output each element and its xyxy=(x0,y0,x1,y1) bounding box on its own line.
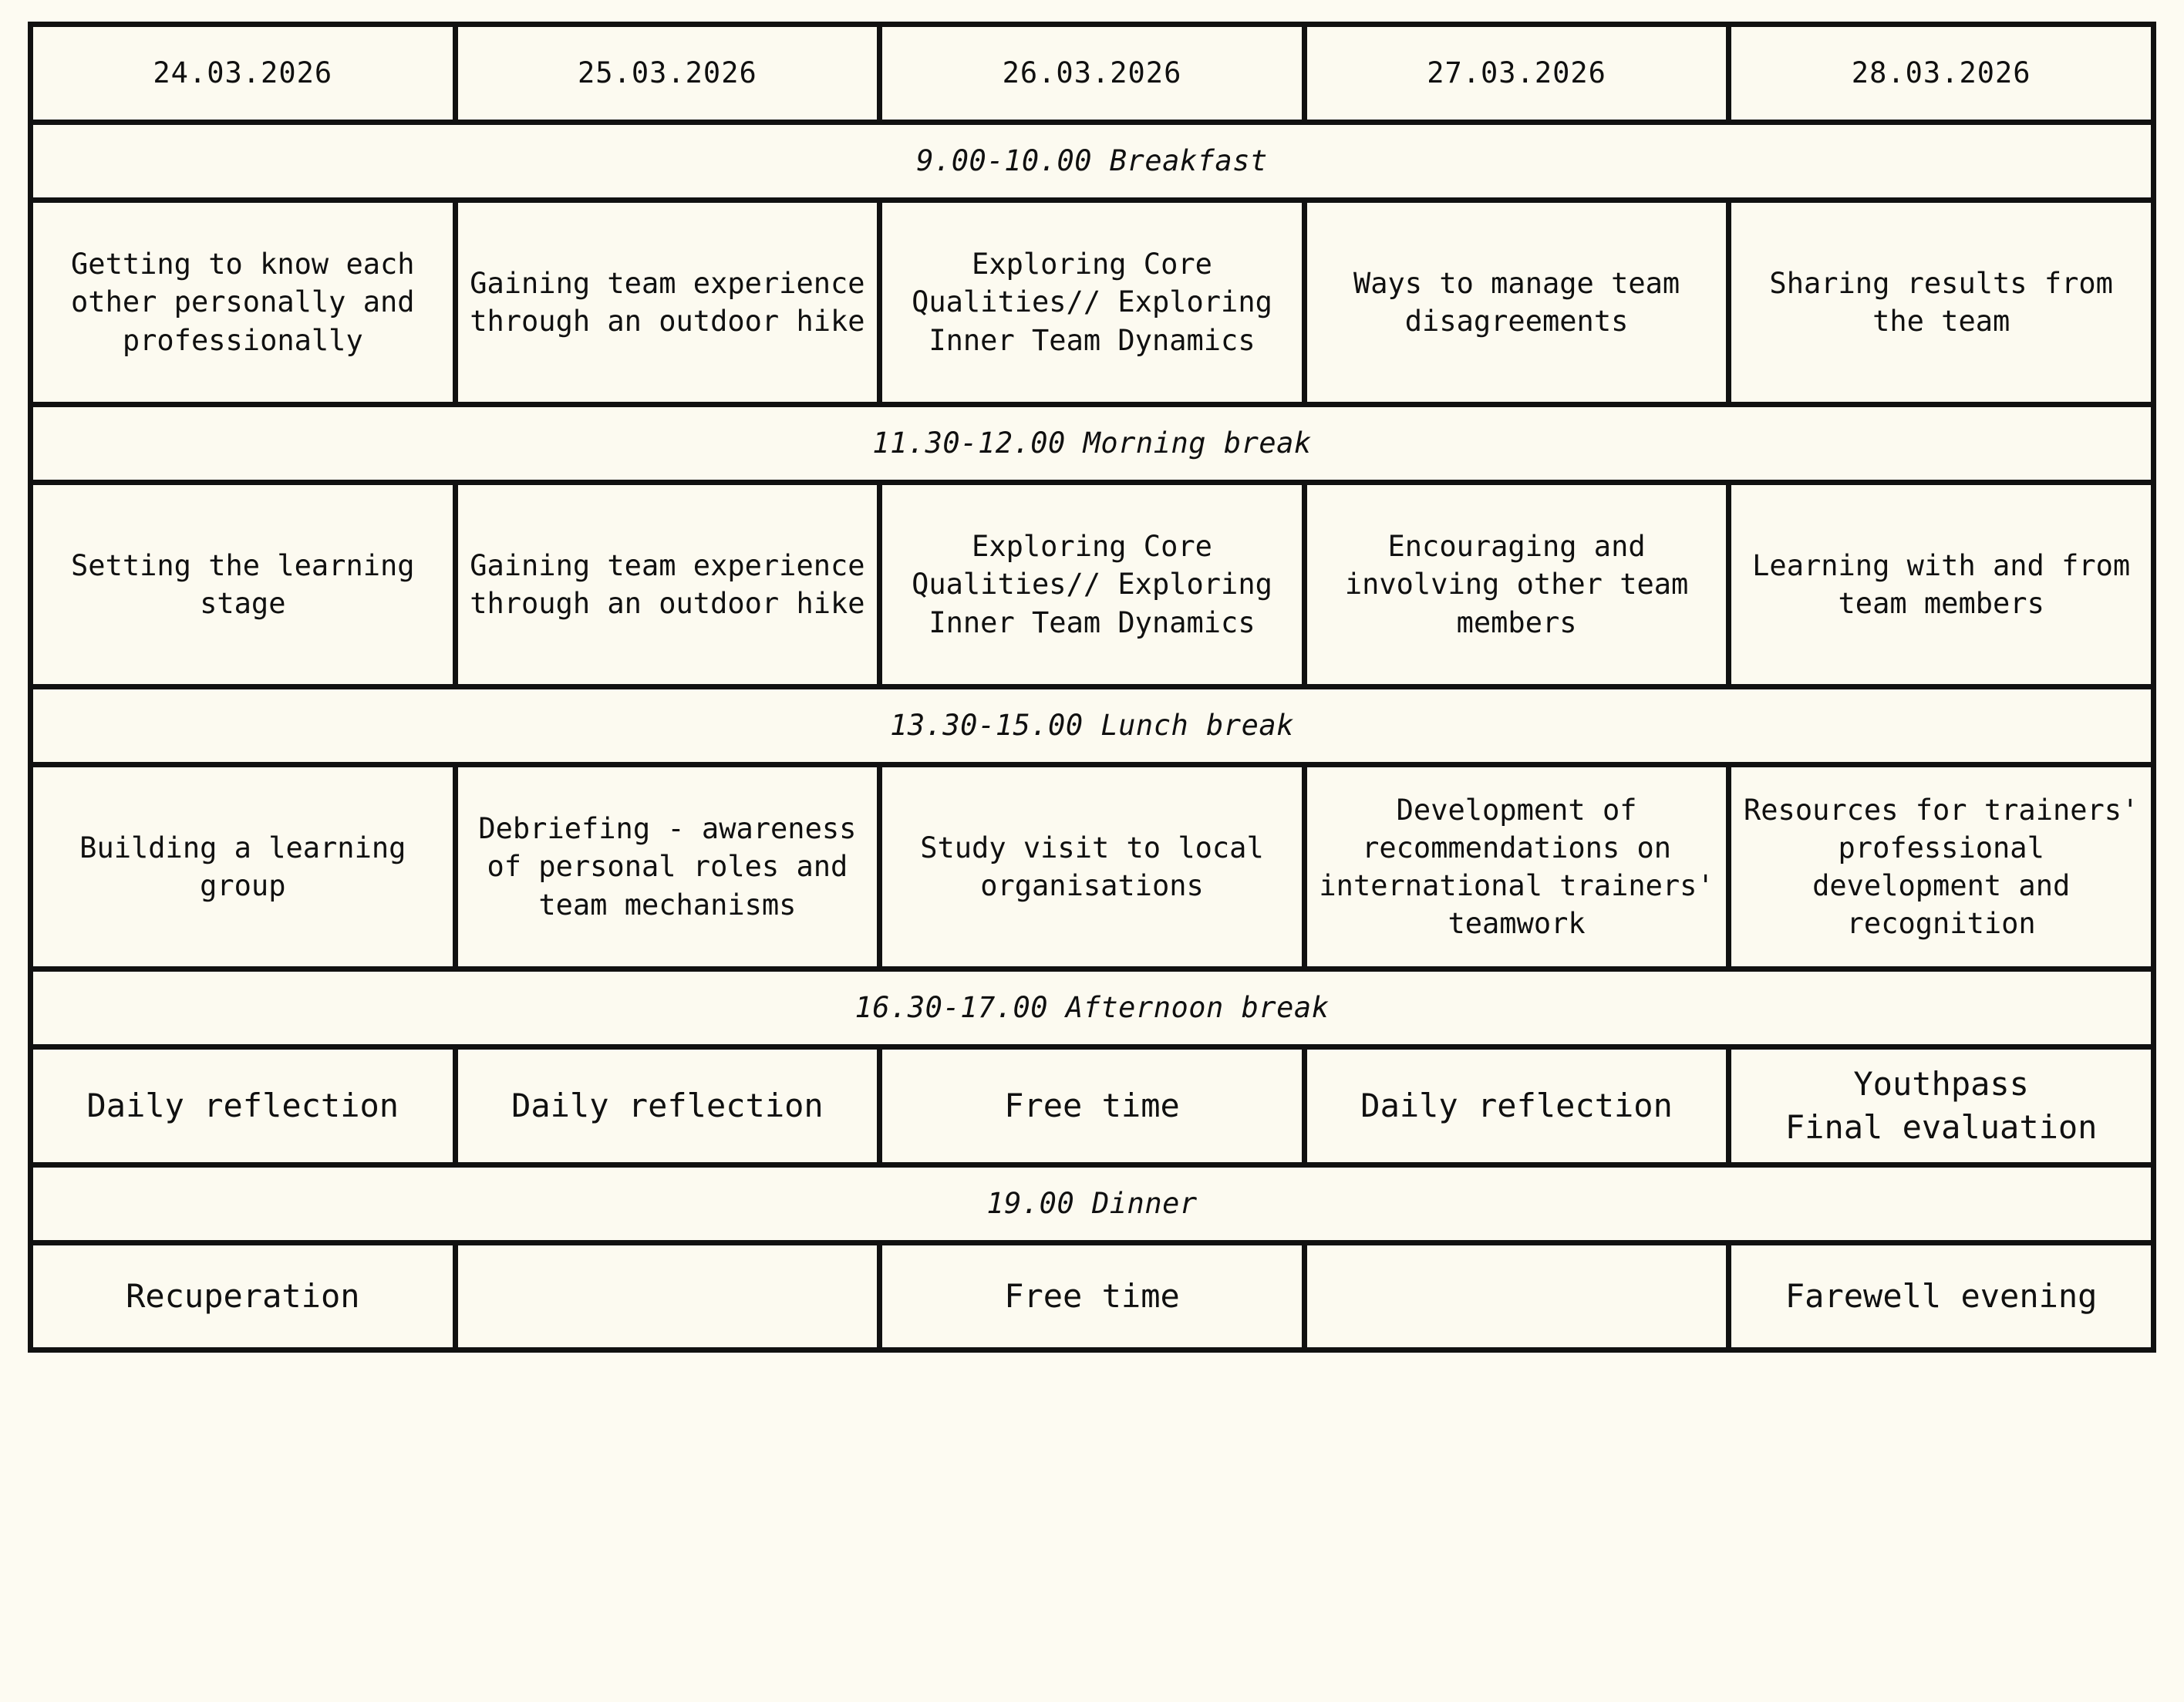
session-cell: Gaining team experience through an outdoor hike xyxy=(458,203,883,407)
reflection-cell: Daily reflection xyxy=(458,1050,883,1168)
evening-cell: Free time xyxy=(882,1245,1307,1353)
reflection-cell: Youthpass Final evaluation xyxy=(1731,1050,2156,1168)
evening-cell: Recuperation xyxy=(33,1245,458,1353)
dinner-row xyxy=(33,1168,2156,1245)
date-header-1: 24.03.2026 xyxy=(33,27,458,125)
date-header-3: 26.03.2026 xyxy=(882,27,1307,125)
evening-row xyxy=(33,1245,2156,1353)
afternoon-session-row xyxy=(33,767,2156,972)
lunch-break-label: 13.30-15.00 Lunch break xyxy=(33,689,2156,767)
date-header-5: 28.03.2026 xyxy=(1731,27,2156,125)
reflection-cell: Free time xyxy=(882,1050,1307,1168)
afternoon-break-label: 16.30-17.00 Afternoon break xyxy=(33,972,2156,1050)
session-cell: Learning with and from team members xyxy=(1731,485,2156,689)
session-cell: Exploring Core Qualities// Exploring Inner Team Dynamics xyxy=(882,485,1307,689)
session-cell: Gaining team experience through an outdoor hike xyxy=(458,485,883,689)
breakfast-row xyxy=(33,125,2156,203)
evening-cell-empty xyxy=(1307,1245,1732,1353)
morning-session-row xyxy=(33,203,2156,407)
date-header-4: 27.03.2026 xyxy=(1307,27,1732,125)
reflection-row xyxy=(33,1050,2156,1168)
date-header-2: 25.03.2026 xyxy=(458,27,883,125)
session-cell: Building a learning group xyxy=(33,767,458,972)
dates-header-row xyxy=(33,27,2156,125)
session-cell: Ways to manage team disagreements xyxy=(1307,203,1732,407)
dinner-label: 19.00 Dinner xyxy=(33,1168,2156,1245)
morning-break-label: 11.30-12.00 Morning break xyxy=(33,407,2156,485)
session-cell: Debriefing - awareness of personal roles and team mechanisms xyxy=(458,767,883,972)
morning-break-row xyxy=(33,407,2156,485)
session-cell: Study visit to local organisations xyxy=(882,767,1307,972)
breakfast-label: 9.00-10.00 Breakfast xyxy=(33,125,2156,203)
session-cell: Setting the learning stage xyxy=(33,485,458,689)
reflection-cell: Daily reflection xyxy=(33,1050,458,1168)
reflection-cell: Daily reflection xyxy=(1307,1050,1732,1168)
midday-session-row xyxy=(33,485,2156,689)
programme-table xyxy=(28,22,2156,1353)
session-cell: Resources for trainers' professional development and recognition xyxy=(1731,767,2156,972)
session-cell: Exploring Core Qualities// Exploring Inner Team Dynamics xyxy=(882,203,1307,407)
afternoon-break-row xyxy=(33,972,2156,1050)
session-cell: Encouraging and involving other team members xyxy=(1307,485,1732,689)
session-cell: Sharing results from the team xyxy=(1731,203,2156,407)
session-cell: Getting to know each other personally and professionally xyxy=(33,203,458,407)
session-cell: Development of recommendations on international trainers' teamwork xyxy=(1307,767,1732,972)
evening-cell-empty xyxy=(458,1245,883,1353)
evening-cell: Farewell evening xyxy=(1731,1245,2156,1353)
lunch-break-row xyxy=(33,689,2156,767)
